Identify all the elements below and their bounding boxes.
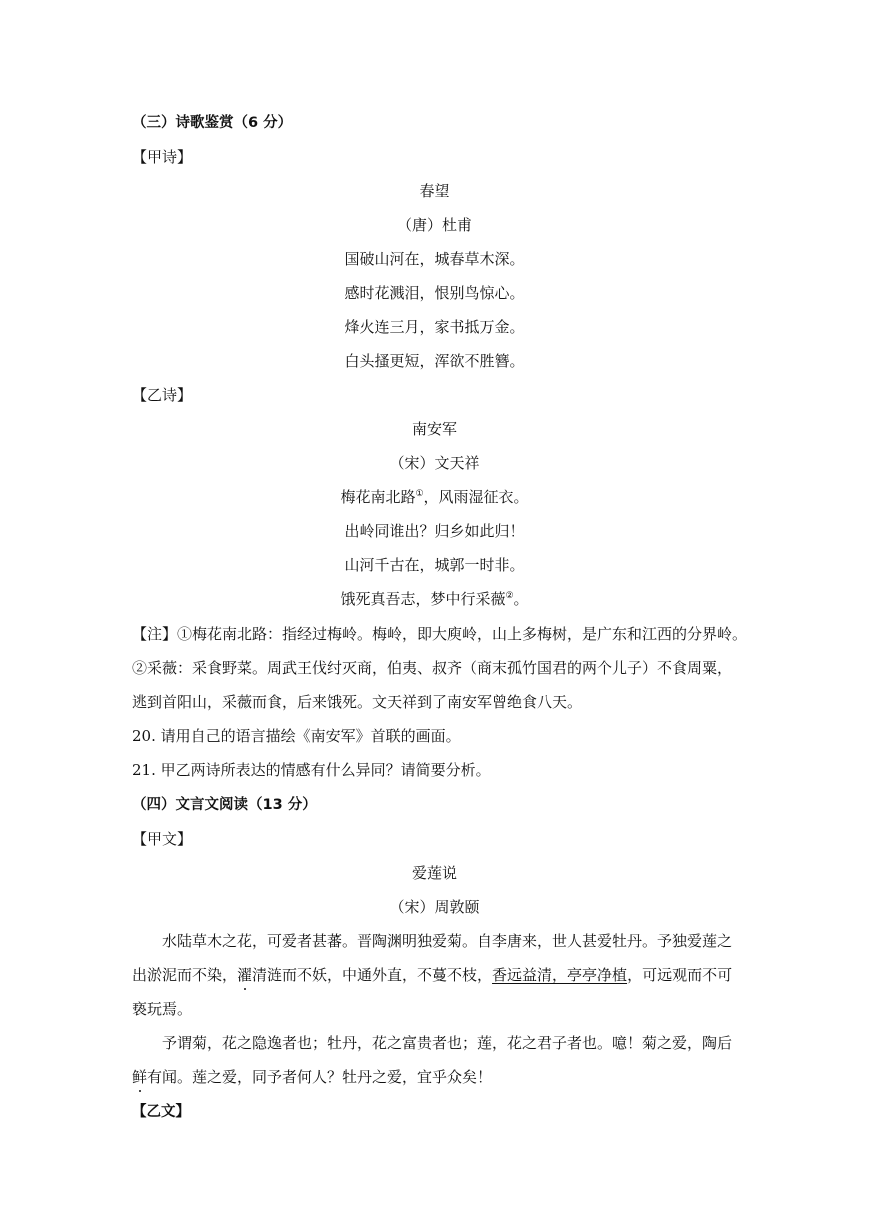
poem-b-line-1-text-b: ，风雨湿征衣。 <box>423 488 529 506</box>
poem-a-line-4: 白头搔更短，浑欲不胜簪。 <box>344 352 525 370</box>
text-b-label: 【乙文】 <box>132 1104 190 1120</box>
question-21: 21. 甲乙两诗所表达的情感有什么异同？请简要分析。 <box>132 761 491 779</box>
essay-p2-line-2 <box>132 1067 492 1087</box>
poem-a-line-3: 烽火连三月，家书抵万金。 <box>344 318 525 336</box>
essay-p1-line-2-a: 出淤泥而不染， <box>132 966 238 984</box>
essay-p2-line-1: 予谓菊，花之隐逸者也；牡丹，花之富贵者也；莲，花之君子者也。噫！菊之爱，陶后 <box>162 1034 733 1052</box>
poem-b-author: （宋）文天祥 <box>389 454 480 472</box>
poem-b-line-3: 山河千古在，城郭一时非。 <box>344 556 525 574</box>
emphasis-dot-char-xian: 鲜 <box>132 1068 148 1086</box>
note-line-2: ②采薇：采食野菜。周武王伐纣灭商，伯夷、叔齐（商末孤竹国君的两个儿子）不食周粟， <box>132 659 733 677</box>
poem-a-title: 春望 <box>419 182 450 200</box>
poem-b-line-4-text-a: 饿死真吾志，梦中行采薇 <box>340 590 506 608</box>
section-heading-classical: （四）文言文阅读（13 分） <box>132 797 317 813</box>
essay-p2-line-2-text: 有闻。莲之爱，同予者何人？牡丹之爱，宜乎众矣！ <box>147 1068 493 1086</box>
question-20: 20. 请用自己的语言描绘《南安军》首联的画面。 <box>132 727 461 745</box>
poem-b-line-2: 出岭同谁出？归乡如此归！ <box>344 522 525 540</box>
poem-b-title: 南安军 <box>411 420 457 438</box>
note-line-3: 逃到首阳山，采薇而食，后来饿死。文天祥到了南安军曾绝食八天。 <box>132 693 583 711</box>
text-a-label: 【甲文】 <box>132 830 193 848</box>
poem-a-label: 【甲诗】 <box>132 148 193 166</box>
underlined-phrase: 香远益清，亭亭净植 <box>492 966 628 984</box>
emphasis-dot-char-zhuo: 濯 <box>237 966 253 984</box>
essay-p1-line-2-b: 清涟而不妖，中通外直，不蔓不枝， <box>252 966 493 984</box>
poem-b-line-4 <box>0 589 869 609</box>
essay-p1-line-2 <box>132 965 732 985</box>
footnote-marker-2: ② <box>505 591 514 601</box>
essay-p1-line-2-c: ，可远观而不可 <box>627 966 733 984</box>
poem-a-author: （唐）杜甫 <box>396 216 472 234</box>
essay-author: （宋）周敦颐 <box>389 898 480 916</box>
essay-title: 爱莲说 <box>411 864 457 882</box>
poem-a-line-1: 国破山河在，城春草木深。 <box>344 250 525 268</box>
note-line-1: 【注】①梅花南北路：指经过梅岭。梅岭，即大庾岭，山上多梅树，是广东和江西的分界岭。 <box>132 625 748 643</box>
footnote-marker-1: ① <box>415 489 424 499</box>
poem-b-label: 【乙诗】 <box>132 386 193 404</box>
poem-b-line-1-text-a: 梅花南北路 <box>340 488 416 506</box>
section-heading-poetry: （三）诗歌鉴赏（6 分） <box>132 115 293 131</box>
poem-a-line-2: 感时花溅泪，恨别鸟惊心。 <box>344 284 525 302</box>
essay-p1-line-3: 亵玩焉。 <box>132 1000 193 1018</box>
poem-b-line-4-text-b: 。 <box>513 590 529 608</box>
poem-b-line-1 <box>0 487 869 507</box>
essay-p1-line-1: 水陆草木之花，可爱者甚蕃。晋陶渊明独爱菊。自李唐来，世人甚爱牡丹。予独爱莲之 <box>162 932 733 950</box>
